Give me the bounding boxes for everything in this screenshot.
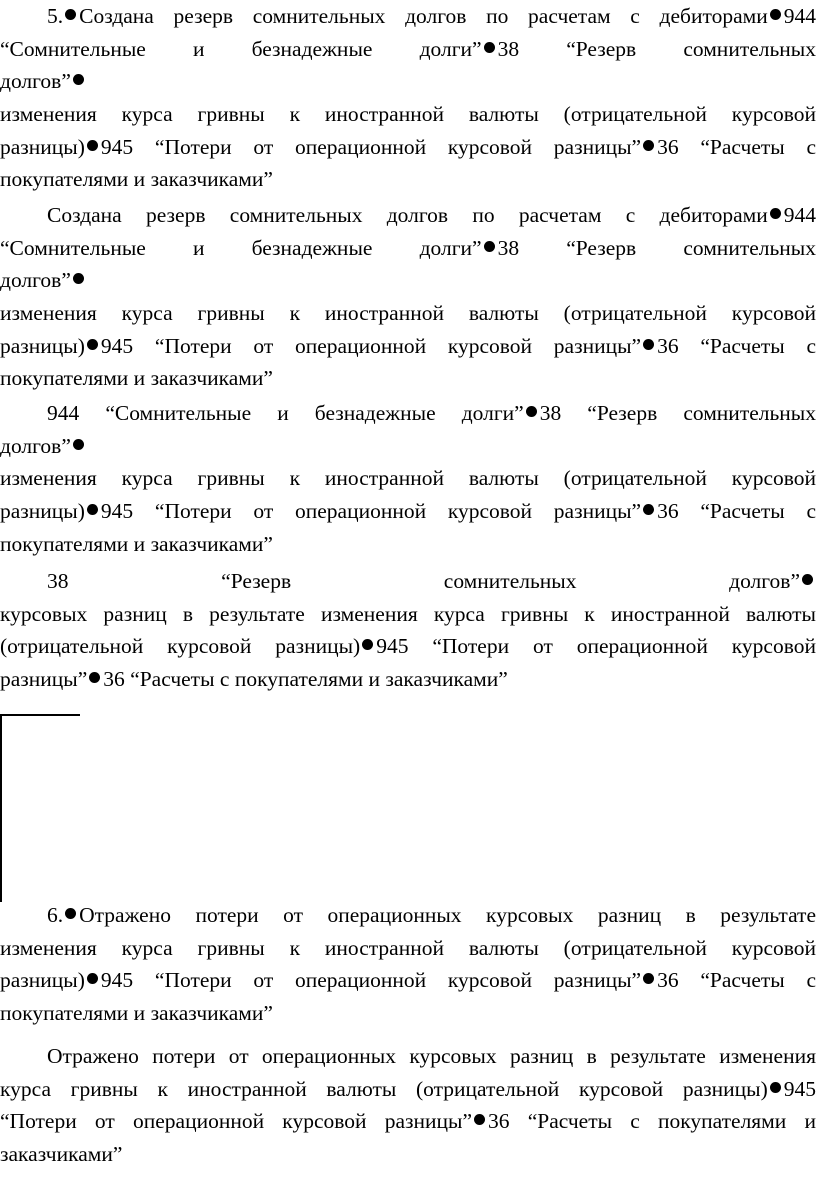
bullet-icon — [770, 1082, 781, 1093]
bullet-icon — [65, 908, 76, 919]
line: долгов” — [0, 65, 816, 98]
bullet-icon — [87, 339, 98, 350]
line: изменения курса гривны к иностранной валюты (отрицательной курсовой — [0, 102, 816, 127]
line: Отражено потери от операционных курсовых разниц в результате изменения — [47, 1044, 816, 1068]
line: 6. Отражено потери от операционных курсовых разниц в результате — [47, 903, 816, 927]
bullet-icon — [770, 9, 781, 20]
line: “Сомнительные и безнадежные долги” 38 “Резерв сомнительных — [0, 36, 816, 61]
line: 38 “Резерв сомнительных долгов” — [0, 565, 816, 598]
line: “Потери от операционной курсовой разницы” 36 “Расчеты с покупателями и — [0, 1109, 816, 1134]
bullet-icon — [87, 973, 98, 984]
line: разницы) 945 “Потери от операционной курсовой разницы” 36 “Расчеты с — [0, 134, 816, 159]
bullet-icon — [73, 74, 84, 85]
line: Создана резерв сомнительных долгов по расчетам с дебиторами 944 — [47, 203, 816, 227]
line: заказчиками” — [0, 1142, 123, 1167]
vertical-rule — [0, 714, 2, 902]
bullet-icon — [643, 339, 654, 350]
line: покупателями и заказчиками” — [0, 167, 273, 192]
line: покупателями и заказчиками” — [0, 1001, 273, 1026]
line: изменения курса гривны к иностранной валюты (отрицательной курсовой — [0, 301, 816, 326]
horizontal-rule — [0, 714, 80, 716]
bullet-icon — [643, 973, 654, 984]
bullet-icon — [73, 439, 84, 450]
bullet-icon — [484, 241, 495, 252]
bullet-icon — [643, 504, 654, 515]
bullet-icon — [362, 639, 373, 650]
bullet-icon — [474, 1114, 485, 1125]
line: долгов” — [0, 264, 816, 297]
line: курса гривны к иностранной валюты (отрицательной курсовой разницы) 945 — [0, 1076, 816, 1101]
paragraph-5 — [0, 899, 816, 1030]
bullet-icon — [87, 140, 98, 151]
line: 944 “Сомнительные и безнадежные долги” 38 “Резерв сомнительных — [47, 401, 816, 425]
bullet-icon — [65, 9, 76, 20]
paragraph-3 — [0, 397, 816, 560]
line: разницы) 945 “Потери от операционной курсовой разницы” 36 “Расчеты с — [0, 499, 816, 524]
paragraph-2 — [0, 199, 816, 395]
bullet-icon — [526, 406, 537, 417]
bullet-icon — [643, 140, 654, 151]
line: долгов” — [0, 430, 816, 463]
bullet-icon — [770, 208, 781, 219]
line: разницы) 945 “Потери от операционной курсовой разницы” 36 “Расчеты с — [0, 333, 816, 358]
bullet-icon — [73, 273, 84, 284]
line: изменения курса гривны к иностранной валюты (отрицательной курсовой — [0, 935, 816, 960]
paragraph-4 — [0, 565, 816, 696]
line: покупателями и заказчиками” — [0, 366, 273, 391]
line: разницы) 945 “Потери от операционной курсовой разницы” 36 “Расчеты с — [0, 968, 816, 993]
line: курсовых разниц в результате изменения курса гривны к иностранной валюты — [0, 601, 816, 626]
paragraph-6 — [0, 1040, 816, 1171]
line: (отрицательной курсовой разницы) 945 “Потери от операционной курсовой — [0, 634, 816, 659]
paragraph-1 — [0, 0, 816, 196]
line: 5. Создана резерв сомнительных долгов по расчетам с дебиторами 944 — [47, 4, 816, 28]
bullet-icon — [89, 672, 100, 683]
line: изменения курса гривны к иностранной валюты (отрицательной курсовой — [0, 466, 816, 491]
line: разницы” 36 “Расчеты с покупателями и заказчиками” — [0, 667, 508, 692]
bullet-icon — [802, 574, 813, 585]
bullet-icon — [87, 504, 98, 515]
line: покупателями и заказчиками” — [0, 531, 273, 556]
bullet-icon — [484, 42, 495, 53]
line: “Сомнительные и безнадежные долги” 38 “Резерв сомнительных — [0, 235, 816, 260]
